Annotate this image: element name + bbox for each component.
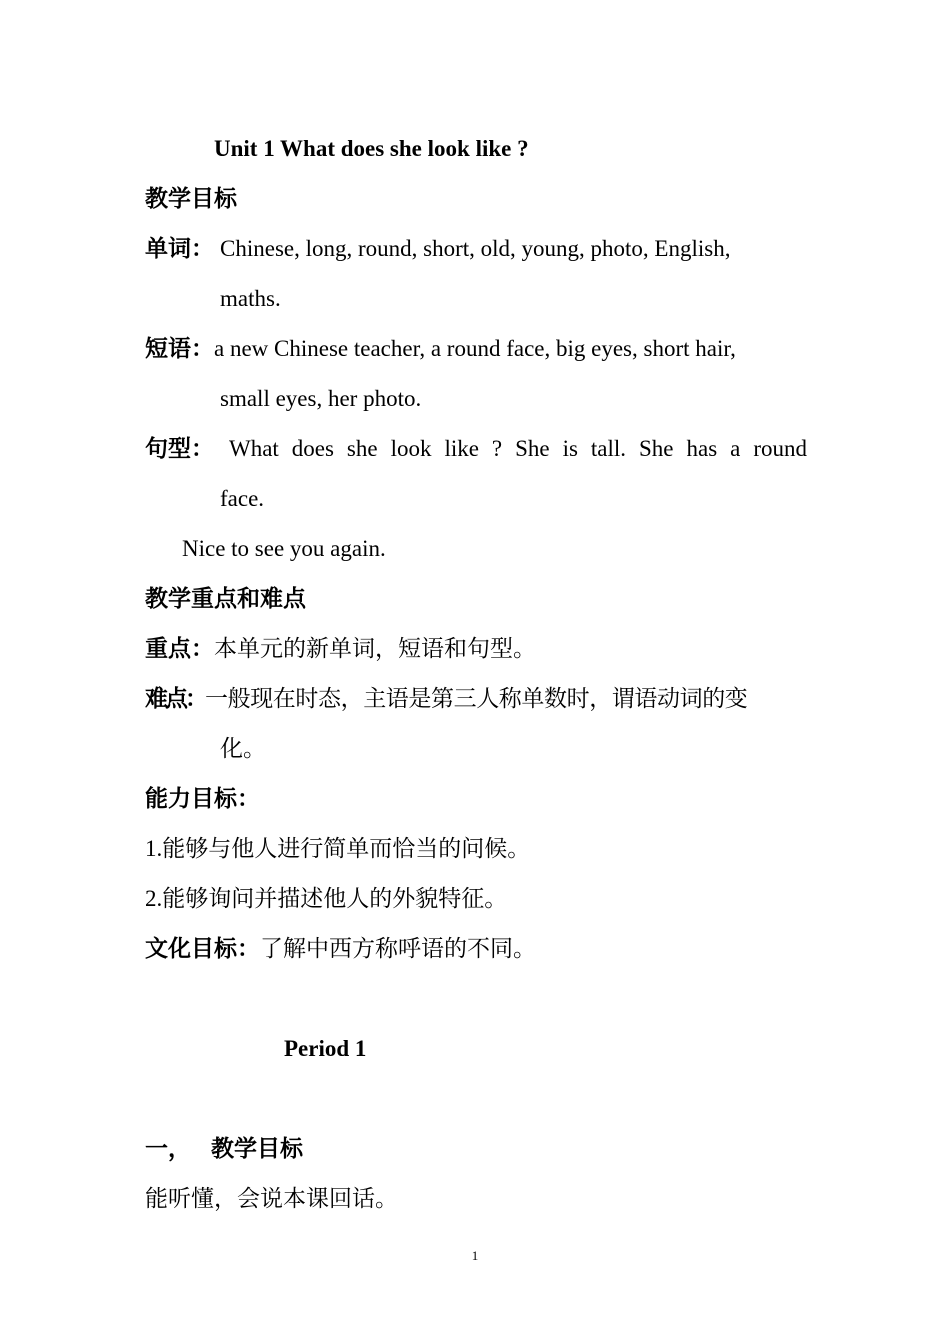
phrases-label: 短语： [145,336,214,361]
sentences-text-1: What does she look like ? She is tall. She has a round [229,436,807,461]
words-text-2: maths. [220,286,281,311]
culture-text: 了解中西方称呼语的不同。 [260,936,536,961]
difficulty-label: 难点： [145,686,205,711]
phrases-text-1: a new Chinese teacher, a round face, big eyes, short hair, [214,336,736,361]
difficulty-text-1: 一般现在时态，主语是第三人称单数时，谓语动词的变 [205,686,748,711]
key-point-line [145,634,536,664]
key-point-label: 重点： [145,636,214,661]
words-line-1 [145,234,730,264]
period-section-heading [145,1134,303,1164]
sentences-line-1 [145,434,807,464]
ability-item-2: 2.能够询问并描述他人的外貌特征。 [145,886,508,911]
difficulty-line-1 [145,684,747,714]
heading-key-points: 教学重点和难点 [145,586,306,611]
phrases-text-2: small eyes, her photo. [220,386,422,411]
page-number: 1 [471,1248,479,1263]
period-title: Period 1 [284,1036,367,1061]
heading-teaching-objectives: 教学目标 [145,186,237,211]
unit-title: Unit 1 What does she look like ? [214,136,529,161]
ability-item-1: 1.能够与他人进行简单而恰当的问候。 [145,836,531,861]
key-point-text: 本单元的新单词，短语和句型。 [214,636,536,661]
period-text: 能听懂，会说本课回话。 [145,1186,398,1211]
difficulty-text-2: 化。 [220,736,266,761]
sentences-text-2: face. [220,486,265,511]
period-section-number: 一， [145,1136,191,1161]
phrases-line-1 [145,334,736,364]
words-text-1: Chinese, long, round, short, old, young, photo, English, [220,236,731,261]
culture-line [145,934,536,964]
sentences-text-3: Nice to see you again. [182,536,386,561]
period-section-label: 教学目标 [211,1136,303,1161]
ability-label: 能力目标： [145,786,260,811]
culture-label: 文化目标： [145,936,260,961]
sentences-label: 句型： [145,436,214,461]
words-label: 单词： [145,236,214,261]
